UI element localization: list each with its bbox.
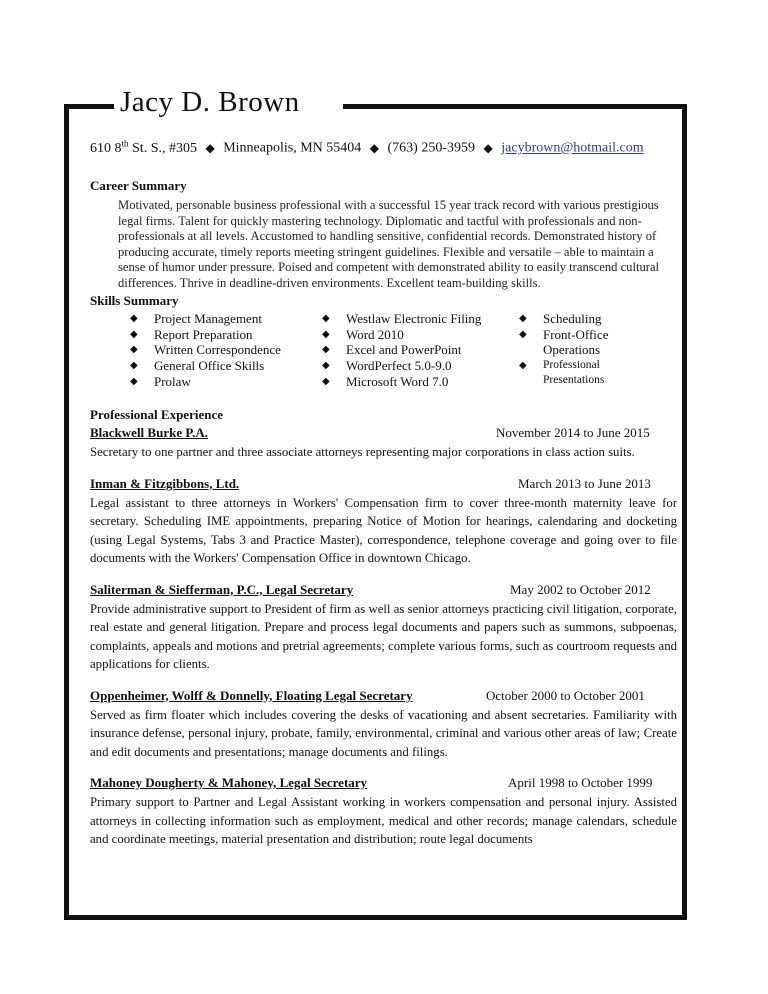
diamond-bullet-icon: ◆ [130,360,138,372]
list-item: ◆ General Office Skills [130,358,265,374]
list-item-continuation: Presentations [543,374,605,387]
frame-right-bar [682,104,687,920]
list-item: ◆ Professional [519,359,600,372]
list-item: ◆ Word 2010 [322,326,404,342]
job-entry [90,582,677,674]
diamond-icon: ◆ [483,140,493,155]
skills-list [90,311,677,393]
diamond-bullet-icon: ◆ [130,375,138,387]
list-item: ◆ Report Preparation [130,326,253,342]
diamond-bullet-icon: ◆ [322,313,330,324]
list-item: ◆ Front-Office [519,326,609,342]
list-item: ◆ Project Management [130,311,262,326]
diamond-icon: ◆ [205,140,215,155]
candidate-name: Jacy D. Brown [120,86,300,118]
job-description: Secretary to one partner and three associate attorneys representing major corporations in class action suits. [90,445,635,459]
frame-top-right-bar [343,104,687,109]
email-link[interactable]: jacybrown@hotmail.com [501,140,644,156]
list-item: ◆ Excel and PowerPoint [322,342,462,358]
job-entry [90,775,677,849]
job-employer: Inman & Fitzgibbons, Ltd. [90,475,240,491]
job-dates: October 2000 to October 2001 [486,687,645,703]
skills-column-2 [322,311,481,390]
list-item: ◆ Prolaw [130,373,191,389]
city: Minneapolis, MN 55404 [223,140,362,156]
job-employer: Mahoney Dougherty & Mahoney, Legal Secretary [90,775,368,790]
list-item: ◆ Scheduling [519,311,602,326]
skills-summary-heading: Skills Summary [90,293,179,308]
list-item: ◆ Westlaw Electronic Filing [322,311,482,326]
diamond-bullet-icon: ◆ [519,313,527,324]
diamond-bullet-icon: ◆ [519,328,527,340]
career-summary-heading: Career Summary [90,178,187,193]
resume-body [90,178,677,849]
experience-heading: Professional Experience [90,407,223,422]
diamond-bullet-icon: ◆ [130,328,138,340]
diamond-bullet-icon: ◆ [130,313,138,324]
phone: (763) 250-3959 [387,140,476,156]
job-employer: Saliterman & Siefferman, P.C., Legal Secretary [90,581,354,597]
frame-top-left-bar [64,104,114,109]
job-employer: Blackwell Burke P.A. [90,425,208,440]
job-description: Served as firm floater which includes covering the desks of vacationing and absent secretaries. Familiarity with insurance defense, personal injury, probate, family, environmental, criminal and various other areas of law; Create and edit documents and presentations; manage documents and filings. [90,707,677,759]
job-description: Legal assistant to three attorneys in Workers' Compensation firm to cover three-month maternity leave for secretary. Scheduling IME appointments, preparing Notice of Motion for hearings, calendaring and docketing (using Legal Systems, Tabs 3 and Practice Master), correspondence, telephone coverage and going over to file documents with the Workers' Compensation Office in downtown Chicago. [90,495,677,565]
job-description: Provide administrative support to President of firm as well as senior attorneys practicing civil litigation, corporate, real estate and general litigation. Prepare and process legal documents and papers such as summons, subpoenas, complaints, appeals and motions and pretrial agreements; complete various forms, such as courtroom requests and applications for clients. [90,601,677,671]
career-summary-text: Motivated, personable business professional with a successful 15 year track record with various prestigious legal firms. Talent for quickly mastering technology. Diplomatic and tactful with professionals and non-professionals at all levels. Accustomed to handling sensitive, confidential records. Demonstrated history of producing accurate, timely reports meeting stringent guidelines. Flexible and versatile – able to maintain a sense of humor under pressure. Poised and competent with demonstrated ability to easily transcend cultural differences. Thrive in deadline-driven environments. Excellent team-building skills. [118,198,660,290]
job-entry [90,476,677,568]
diamond-bullet-icon: ◆ [322,375,330,387]
diamond-bullet-icon: ◆ [130,344,138,356]
diamond-bullet-icon: ◆ [322,344,330,356]
job-entry [90,688,677,762]
frame-left-bar [64,104,69,920]
list-item: ◆ WordPerfect 5.0-9.0 [322,358,452,374]
list-item: ◆ Written Correspondence [130,342,281,358]
diamond-bullet-icon: ◆ [322,328,330,340]
job-description: Primary support to Partner and Legal Assistant working in workers compensation and personal injury. Assisted attorneys in collecting information such as employment, medical and other records; manage calendars, schedule and coordinate meetings, material presentation and distribution; route legal documents [90,795,677,846]
diamond-icon: ◆ [369,140,380,155]
list-item: ◆ Microsoft Word 7.0 [322,373,449,389]
job-dates: April 1998 to October 1999 [508,775,653,790]
list-item-continuation: Operations [543,342,601,358]
job-dates: May 2002 to October 2012 [510,581,651,597]
frame-bottom-bar [64,915,687,920]
skills-column-1 [130,311,281,390]
diamond-bullet-icon: ◆ [322,360,330,372]
skills-column-3 [519,311,608,388]
job-employer: Oppenheimer, Wolff & Donnelly, Floating Legal Secretary [90,687,413,703]
job-dates: November 2014 to June 2015 [496,425,650,440]
job-dates: March 2013 to June 2013 [518,475,651,491]
address: 610 8th St. S., #305 [90,138,197,156]
contact-line [90,138,680,157]
job-entry [90,425,677,462]
diamond-bullet-icon: ◆ [519,360,527,372]
